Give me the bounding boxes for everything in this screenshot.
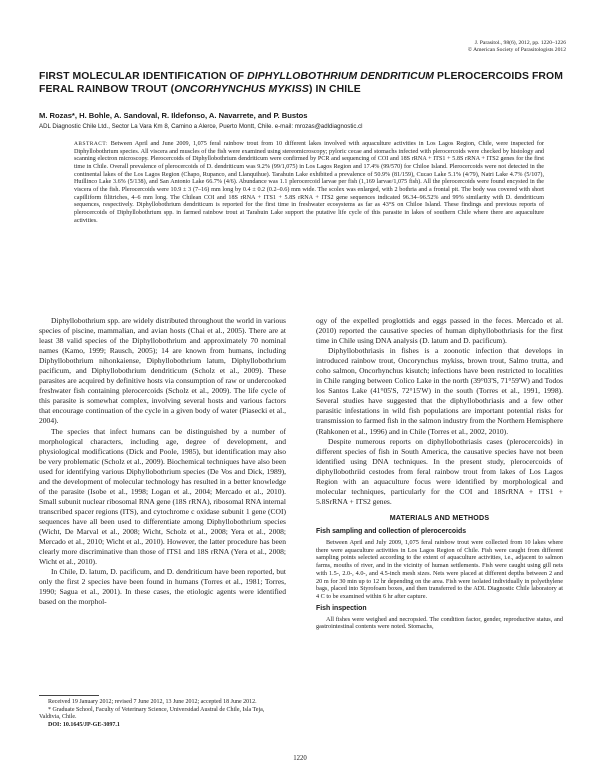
subheading-fish-sampling: Fish sampling and collection of plerocercoids bbox=[316, 527, 467, 535]
footnotes bbox=[39, 699, 286, 729]
methods-paragraph-2: All fishes were weighed and necropsied. The condition factor, gender, reproductive status, and gastrointestinal contents were noted. Stomachs, bbox=[316, 615, 563, 631]
left-column bbox=[39, 316, 286, 607]
journal-line-1: J. Parasitol., 98(6), 2012, pp. 1220–1226 bbox=[474, 40, 566, 46]
title-part-2: PLEROCERCOIDS FROM FERAL RAINBOW TROUT ( bbox=[39, 71, 563, 95]
intro-paragraph-5: Diphyllobothriasis in fishes is a zoonotic infection that develops in introduced rainbow trout, Oncorynchus mykiss, brown trout, Salmo trutta, and coho salmon, Oncorhynchus kisutch; infections have been restricted to localities in Chile ranging between Colico Lake in the north (39°03'S, 71°59'W) and Todos los Santos Lake (41°05'S, 72°15'W) in the south (Torres et al., 1991, 1998). Several studies have suggested that the diphyllobothriasis and a few other parasitic infestations in wild fish populations are important potential risks for transmission to farmed fish in the salmon industry from the Northern Hemisphere (Rahkonen et al., 1996) and in Chile (Torres et al., 2002, 2010). bbox=[316, 346, 563, 436]
abstract bbox=[74, 141, 544, 225]
paper-title bbox=[39, 70, 564, 96]
section-heading-methods: MATERIALS AND METHODS bbox=[389, 513, 490, 522]
journal-citation bbox=[468, 40, 566, 54]
footnote-divider bbox=[39, 695, 99, 696]
page-number: 1220 bbox=[293, 755, 307, 762]
methods-block-2 bbox=[316, 616, 563, 631]
received-dates: Received 19 January 2012; revised 7 June 2012, 13 June 2012; accepted 18 June 2012. bbox=[48, 699, 257, 705]
journal-line-2: © American Society of Parasitologists 2012 bbox=[467, 47, 566, 54]
authors: M. Rozas*, H. Bohle, A. Sandoval, R. Ildefonso, A. Navarrete, and P. Bustos bbox=[39, 111, 308, 120]
intro-paragraph-3: In Chile, D. latum, D. pacificum, and D. dendriticum have been reported, but only the first 2 species have been found in humans (Torres et al., 1981; Torres, 1990; Sagua et al., 2001). In these cases, the etiologic agents were identified based on the morphol- bbox=[39, 567, 286, 607]
title-species: DIPHYLLOBOTHRIUM DENDRITICUM bbox=[247, 71, 435, 82]
methods-paragraph-1: Between April and July 2009, 1,075 feral rainbow trout were collected from 10 lakes where there were aquaculture activities in Los Lagos Region of Chile. Fish were caught from different sampling points selected according to the extent of aquaculture activities, i.e., adjacent to salmon farms, mouths of river, and in the vicinity of human settlements. Fish were caught using gill nets with 1.5-, 2.0-, 4.0-, and 4.5-inch mesh sizes. Nets were placed at different depths between 2 and 20 m for 30 min up to 12 hr depending on the area. Fish were isolated individually in polyethylene bags, placed into Styrofoam boxes, and then transferred to the ADL Diagnostic Chile laboratory at 4 C to be examined within 6 hr after capture. bbox=[316, 538, 563, 600]
title-part-3: ) IN CHILE bbox=[308, 84, 361, 95]
abstract-label: ABSTRACT: bbox=[74, 141, 108, 147]
title-host: ONCORHYNCHUS MYKISS bbox=[174, 84, 309, 95]
affiliation: ADL Diagnostic Chile Ltd., Sector La Vara Km 8, Camino a Alerce, Puerto Montt, Chile. e-mail: mrozas@adldiagnostic.cl bbox=[39, 123, 363, 130]
intro-paragraph-6: Despite numerous reports on diphyllobothriasis cases (plerocercoids) in different species of fish in South America, the causative species have not been identified using DNA techniques. In the present study, plerocercoids of diphyllobothriid cestodes from feral rainbow trout from lakes of Los Lagos Region with an aquaculture focus were identified by morphological and molecular techniques, particularly for the COI and 18SrRNA + ITS1 + 5.8SrRNA + ITS2 genes. bbox=[316, 436, 563, 506]
author-note: * Graduate School, Faculty of Veterinary Science, Universidad Austral de Chile, Isla Teja, Valdivia, Chile. bbox=[39, 706, 265, 721]
methods-block-1 bbox=[316, 539, 563, 601]
intro-paragraph-2: The species that infect humans can be distinguished by a number of morphological characters, including age, degree of development, and physiological modifications (Dick and Poole, 1985), but identification may also be very problematic (Scholz et al., 2009). Biochemical techniques have also been used for identifying various Diphyllobothrium species (De Vos and Dick, 1989), and the development of molecular technology has resulted in a better knowledge of the parasite (Isobe et al., 1998; Logan et al., 2004; Mercado et al., 2010). Small subunit nuclear ribosomal RNA gene (18S rRNA), ribosomal RNA internal transcribed spacer regions (ITS), and cytochrome c oxidase subunit 1 gene (COI) sequences have all been used to differentiate among Diphyllobothrium species (Wicht, De Marval et al., 2008; Wicht, Scholz et al., 2008; Yera et al., 2008; Mercado et al., 2010; Wicht et al., 2010). However, the latter procedure has been clearly more discriminative than those of ITS1 and 18S rRNA (Yera et al., 2008; Wicht et al., 2010). bbox=[39, 426, 286, 567]
abstract-text: Between April and June 2009, 1,075 feral rainbow trout from 10 different lakes involved with aquaculture activities in Los Lagos Region, Chile, were inspected for Diphyllobothrium species. All viscera and muscles of the fish were examined using stereomicroscopy; pyloric cecae and stomachs infected with plerocercoids were checked by histology and scanning electron microscopy. Plerocercoids of Diphyllobothrium dendriticum were confirmed by PCR and sequencing of COI and 18S rRNA + ITS1 + 5.8S rRNA + ITS2 genes for the first time in Chile. Overall prevalence of plerocercoids of D. dendriticum was 9.2% (99/1,075) in Los Lagos Region and 17.4% (99/570) for Chiloe Island. Plerocercoids were not detected in the continental lakes of the Los Lagos Region (Chapo, Rupanco, and Llanquihue). Tarahuin Lake exhibited a prevalence of 50.9% (81/159), Cucao Lake 5.1% (4/79), Natri Lake 4.7% (5/107), Huillinco Lake 3.6% (5/138), and San Antonio Lake 66.7% (4/6). Abundance was 1.1 plerocercoid larvae per fish (1,169 larvae/1,075 fish). All the plerocercoids were found encysted in the viscera of the fish. Plerocercoids were 10.9 ± 3 (7–16) mm long by 0.4 ± 0.2 (0.2–0.6) mm wide. The scolex was enlarged, with 2 bothria and a frontal pit. The body was covered with short capilliform filitriches, 4–6 mm long. The Chilean COI and 18S rRNA + ITS1 + 5.8S rRNA + ITS2 gene sequences indicated 96.34–96.52% and 99% similarity with D. dendriticum sequences, respectively. Diphyllobothrium dendriticum is reported for the first time in freshwater ecosystems as far as 43°S on Chiloe Island. These findings and previous reports of plerocercoids of Diphyllobothrium spp. in farmed rainbow trout at Tarahuin Lake support the putative life cycle of this parasite in lakes of southern Chile where there are aquaculture activities. bbox=[74, 141, 544, 224]
doi: DOI: 10.1645/JP-GE-3097.1 bbox=[48, 721, 120, 728]
right-column bbox=[316, 316, 563, 631]
subheading-fish-inspection: Fish inspection bbox=[316, 604, 367, 612]
intro-paragraph-1: Diphyllobothrium spp. are widely distributed throughout the world in various species of piscine, mammalian, and avian hosts (Chai et al., 2005). There are at least 38 valid species of the Diphyllobothrium and approximately 70 nominal names (Kamo, 1999; Rausch, 2005); 14 are known from humans, including Diphyllobothrium nihonkaiense, Diphyllobothrium latum, Diphyllobothrium pacificum, and Diphyllobothrium dendriticum (Scholz et al., 2009). These parasites are acquired by definitive hosts via consumption of raw or undercooked freshwater fish containing plerocercoids (Scholz et al., 2009). The life cycle of this parasite is somewhat complex, involving several hosts and various factors that encourage continuation of the cycle in a given body of water (Piasecki et al., 2004). bbox=[39, 316, 286, 426]
intro-paragraph-4: ogy of the expelled proglottids and eggs passed in the feces. Mercado et al. (2010) reported the causative species of human diphyllobothriasis for the first time in Chile using DNA analysis (D. latum and D. pacificum). bbox=[316, 316, 563, 346]
title-part-1: FIRST MOLECULAR IDENTIFICATION OF bbox=[39, 71, 248, 82]
